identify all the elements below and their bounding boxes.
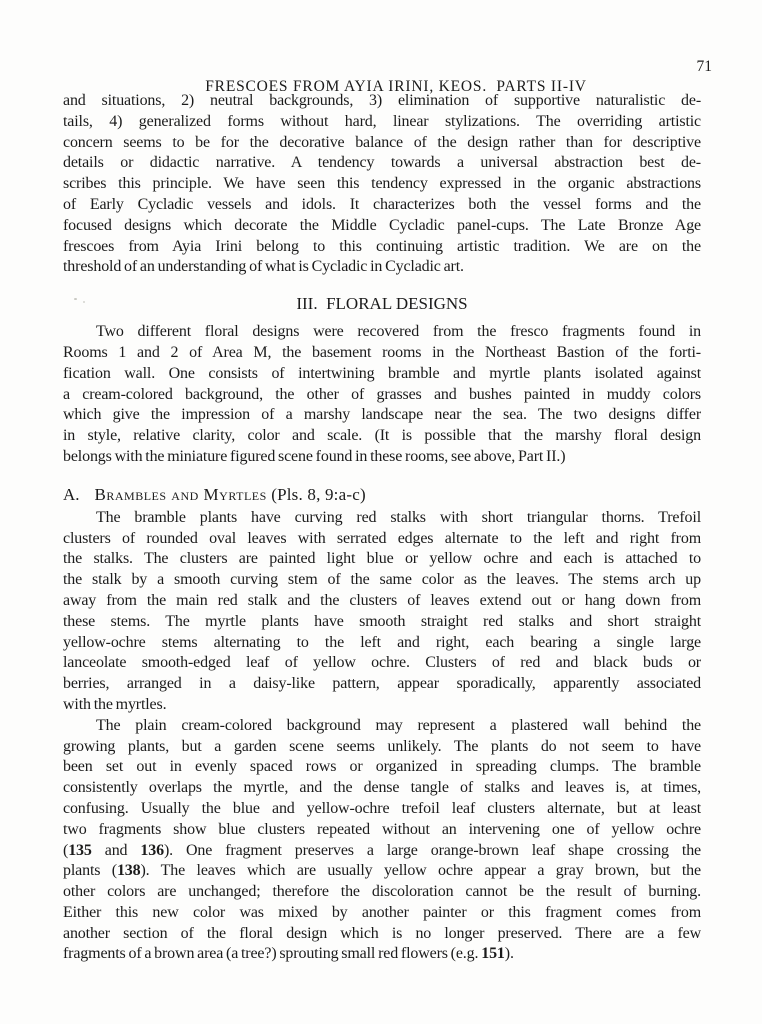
text-line: belongs with the miniature figured scene found in these rooms, see above, Part II.) — [63, 447, 566, 465]
text-line: which give the impression of a marshy landscape near the sea. The two designs differ — [63, 406, 701, 424]
running-head-title: FRESCOES FROM AYIA IRINI, KEOS. PARTS II-IV — [205, 78, 587, 95]
text-line: focused designs which decorate the Middle Cycladic panel-cups. The Late Bronze Age — [63, 216, 701, 234]
text-line: these stems. The myrtle plants have smooth straight red stalks and short straight — [63, 612, 701, 630]
text-line: details or didactic narrative. A tendency towards a universal abstraction best de- — [63, 154, 701, 172]
catalogue-number: 135 — [68, 841, 92, 859]
text-line: two fragments show blue clusters repeated without an intervening one of yellow ochre — [63, 820, 701, 838]
text-line: of Early Cycladic vessels and idols. It characterizes both the vessel forms and the — [63, 195, 701, 213]
text-line: with the myrtles. — [63, 695, 167, 713]
text-line: and situations, 2) neutral backgrounds, 3) elimination of supportive naturalistic de- — [63, 92, 701, 109]
text-line: confusing. Usually the blue and yellow-ochre trefoil leaf clusters alternate, but at least — [63, 799, 701, 817]
text-line: growing plants, but a garden scene seems unlikely. The plants do not seem to have — [63, 737, 701, 755]
subsection-heading — [63, 484, 701, 506]
paragraph — [63, 716, 701, 966]
text-line: The bramble plants have curving red stalks with short triangular thorns. Trefoil — [96, 508, 701, 526]
text-line: away from the main red stalk and the clusters of leaves extend out or hang down from — [63, 591, 701, 609]
text-line: consistently overlaps the myrtle, and the dense tangle of stalks and leaves is, at times, — [63, 779, 701, 797]
text-line: berries, arranged in a daisy-like pattern, appear sporadically, apparently associated — [63, 675, 701, 693]
section-heading: III. FLORAL DESIGNS — [296, 294, 468, 314]
subsection-title: Brambles and Myrtles — [94, 484, 267, 504]
text-line: lanceolate smooth-edged leaf of yellow ochre. Clusters of red and black buds or — [63, 654, 701, 672]
text-line: plants (138). The leaves which are usually yellow ochre appear a gray brown, but the — [63, 862, 701, 880]
text-line: clusters of rounded oval leaves with serrated edges alternate to the left and right from — [63, 529, 701, 547]
text-line: Either this new color was mixed by another painter or this fragment comes from — [63, 903, 701, 921]
text-line: the stalk by a smooth curving stem of the same color as the leaves. The stems arch up — [63, 571, 701, 589]
text-line: the stalks. The clusters are painted light blue or yellow ochre and each is attached to — [63, 550, 701, 568]
text-line: a cream-colored background, the other of grasses and bushes painted in muddy colors — [63, 385, 701, 403]
text-line: (135 and 136). One fragment preserves a large orange-brown leaf shape crossing the — [63, 841, 701, 859]
article-body — [63, 91, 701, 965]
subsection-plates: (Pls. 8, 9:a-c) — [266, 484, 366, 504]
page-number: 71 — [696, 58, 712, 75]
text-line: threshold of an understanding of what is Cycladic in Cycladic art. — [63, 258, 464, 276]
text-line: fragments of a brown area (a tree?) sprouting small red flowers (e.g. 151). — [63, 945, 514, 963]
subsection-letter: A. — [63, 484, 80, 504]
catalogue-number: 138 — [116, 862, 141, 880]
text-line: The plain cream-colored background may represent a plastered wall behind the — [96, 716, 701, 734]
text-line: yellow-ochre stems alternating to the left and right, each bearing a single large — [63, 633, 701, 651]
text-line: tails, 4) generalized forms without hard, linear stylizations. The overriding artistic — [63, 112, 701, 130]
running-head — [63, 57, 712, 95]
text-line: been set out in evenly spaced rows or organized in spreading clumps. The bramble — [63, 758, 701, 776]
text-line: frescoes from Ayia Irini belong to this continuing artistic tradition. We are on the — [63, 237, 701, 255]
text-line: Rooms 1 and 2 of Area M, the basement rooms in the Northeast Bastion of the forti- — [63, 343, 701, 361]
text-line: fication wall. One consists of intertwining bramble and myrtle plants isolated against — [63, 364, 701, 382]
text-line: concern seems to be for the decorative balance of the design rather than for descriptive — [63, 133, 701, 151]
text-line: other colors are unchanged; therefore the discoloration cannot be the result of burning. — [63, 883, 701, 901]
paragraph — [63, 322, 701, 468]
text-line: Two different floral designs were recovered from the fresco fragments found in — [96, 323, 701, 341]
catalogue-number: 151 — [481, 945, 505, 963]
text-block — [63, 0, 712, 965]
text-line: another section of the floral design which is no longer preserved. There are a few — [63, 924, 701, 942]
text-line: in style, relative clarity, color and scale. (It is possible that the marshy floral design — [63, 427, 701, 445]
paragraph — [63, 508, 701, 716]
text-line: scribes this principle. We have seen this tendency expressed in the organic abstractions — [63, 175, 701, 193]
catalogue-number: 136 — [140, 841, 164, 859]
